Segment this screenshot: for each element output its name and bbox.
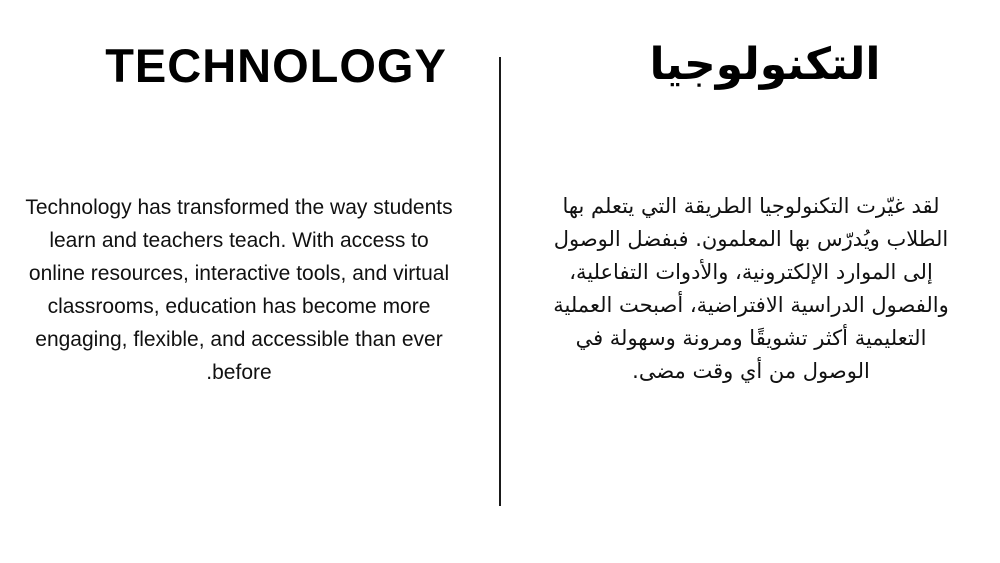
english-body-line: online resources, interactive tools, and virtual — [28, 262, 450, 285]
vertical-divider — [499, 57, 501, 506]
english-body-line: Technology has transformed the way students — [25, 196, 453, 219]
english-title: TECHNOLOGY — [105, 39, 447, 92]
english-body-line: learn and teachers teach. With access to — [49, 229, 429, 252]
english-body-line: .before — [206, 361, 272, 384]
english-body — [0, 191, 478, 389]
arabic-body-line: الطلاب ويُدرّس بها المعلمون. فبفضل الوصول — [553, 227, 949, 251]
arabic-body-line: إلى الموارد الإلكترونية، والأدوات التفاعلية، — [569, 260, 933, 284]
arabic-body-line: والفصول الدراسية الافتراضية، أصبحت العملية — [553, 293, 949, 317]
arabic-body-line: التعليمية أكثر تشويقًا ومرونة وسهولة في — [575, 326, 927, 350]
english-body-line: classrooms, education has become more — [47, 295, 431, 318]
english-body-line: engaging, flexible, and accessible than ever — [35, 328, 443, 351]
arabic-body — [512, 190, 990, 388]
arabic-title: التكنولوجيا — [649, 39, 881, 90]
arabic-body-line: لقد غيّرت التكنولوجيا الطريقة التي يتعلم بها — [562, 194, 940, 218]
arabic-body-line: الوصول من أي وقت مضى. — [632, 359, 870, 383]
